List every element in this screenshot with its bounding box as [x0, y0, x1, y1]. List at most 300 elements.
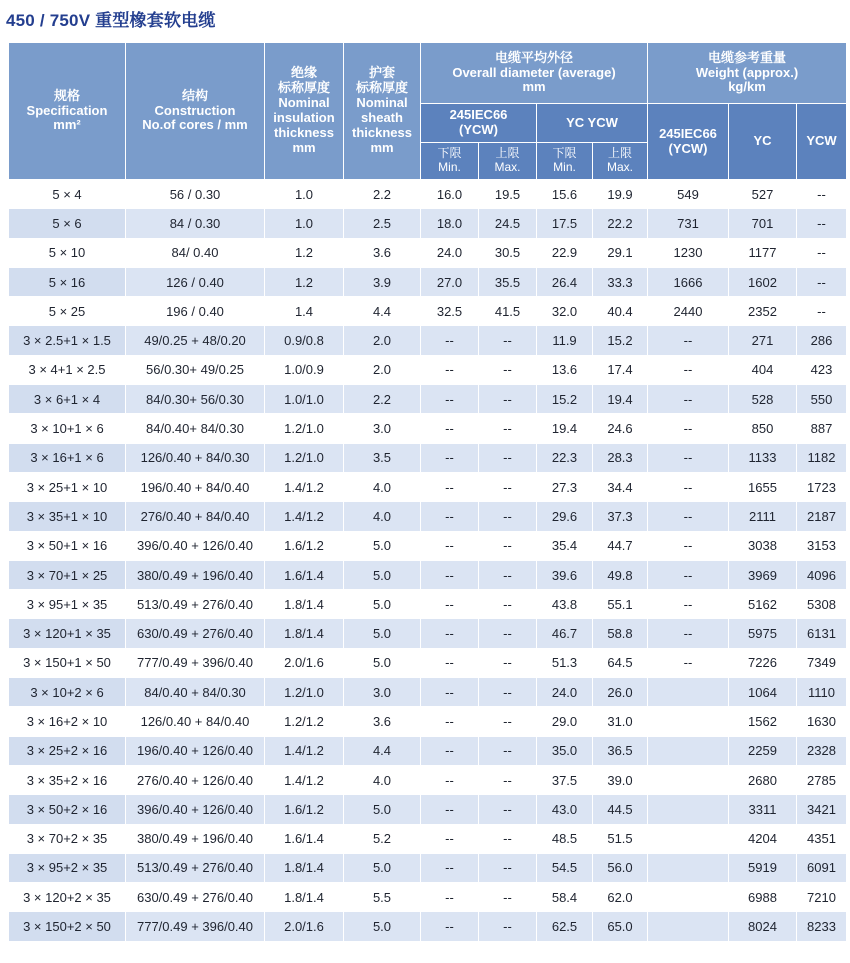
table-row [9, 590, 847, 619]
cell-insulation: 1.0/1.0 [265, 385, 344, 414]
cell-weight-ycw: 1723 [797, 472, 847, 501]
cell-dia-yc-max: 36.5 [593, 736, 648, 765]
cell-dia-yc-max: 19.9 [593, 180, 648, 209]
cell-weight-245: -- [648, 590, 729, 619]
cell-spec: 3 × 35+2 × 16 [9, 765, 126, 794]
cell-construction: 84/0.40 + 84/0.30 [126, 678, 265, 707]
cell-weight-yc: 7226 [729, 648, 797, 677]
cell-dia-yc-max: 26.0 [593, 678, 648, 707]
cell-insulation: 1.2 [265, 238, 344, 267]
cell-dia-yc-max: 37.3 [593, 502, 648, 531]
cell-insulation: 1.4/1.2 [265, 736, 344, 765]
cell-construction: 380/0.49 + 196/0.40 [126, 824, 265, 853]
cell-weight-yc: 528 [729, 385, 797, 414]
cell-dia-yc-max: 44.7 [593, 531, 648, 560]
cell-dia-245-min: -- [421, 385, 479, 414]
cell-dia-245-min: -- [421, 355, 479, 384]
cell-insulation: 0.9/0.8 [265, 326, 344, 355]
cell-dia-245-min: 27.0 [421, 267, 479, 296]
cell-sheath: 3.9 [344, 267, 421, 296]
cell-spec: 3 × 2.5+1 × 1.5 [9, 326, 126, 355]
cell-sheath: 3.5 [344, 443, 421, 472]
header-construction: 结构 Construction No.of cores / mm [126, 43, 265, 180]
cell-dia-245-min: -- [421, 678, 479, 707]
cell-dia-245-min: -- [421, 560, 479, 589]
cell-dia-245-min: -- [421, 590, 479, 619]
cell-construction: 84 / 0.30 [126, 209, 265, 238]
cell-dia-245-max: 30.5 [479, 238, 537, 267]
cell-dia-245-min: 18.0 [421, 209, 479, 238]
cell-dia-yc-max: 34.4 [593, 472, 648, 501]
table-row [9, 267, 847, 296]
cell-construction: 196/0.40 + 126/0.40 [126, 736, 265, 765]
cell-insulation: 1.8/1.4 [265, 853, 344, 882]
cell-weight-yc: 1602 [729, 267, 797, 296]
cell-weight-yc: 271 [729, 326, 797, 355]
cell-weight-yc: 8024 [729, 912, 797, 941]
cell-dia-yc-max: 62.0 [593, 883, 648, 912]
cell-dia-yc-max: 17.4 [593, 355, 648, 384]
cell-dia-yc-min: 29.0 [537, 707, 593, 736]
cell-dia-yc-max: 24.6 [593, 414, 648, 443]
cell-dia-yc-min: 43.8 [537, 590, 593, 619]
table-row [9, 502, 847, 531]
cell-insulation: 1.2 [265, 267, 344, 296]
cell-spec: 3 × 6+1 × 4 [9, 385, 126, 414]
cell-weight-yc: 2352 [729, 297, 797, 326]
cell-construction: 630/0.49 + 276/0.40 [126, 883, 265, 912]
cell-weight-ycw: 3421 [797, 795, 847, 824]
cell-sheath: 2.0 [344, 355, 421, 384]
cell-weight-ycw: -- [797, 297, 847, 326]
cell-insulation: 1.6/1.2 [265, 531, 344, 560]
cell-weight-ycw: 6131 [797, 619, 847, 648]
cell-construction: 56/0.30+ 49/0.25 [126, 355, 265, 384]
cell-construction: 126/0.40 + 84/0.40 [126, 707, 265, 736]
cell-insulation: 1.2/1.0 [265, 678, 344, 707]
cell-sheath: 5.0 [344, 912, 421, 941]
cell-weight-yc: 1562 [729, 707, 797, 736]
cell-dia-yc-max: 65.0 [593, 912, 648, 941]
cell-insulation: 2.0/1.6 [265, 912, 344, 941]
cell-dia-245-max: 24.5 [479, 209, 537, 238]
cell-insulation: 1.0/0.9 [265, 355, 344, 384]
cell-dia-yc-min: 26.4 [537, 267, 593, 296]
cell-sheath: 5.0 [344, 648, 421, 677]
cell-dia-yc-max: 51.5 [593, 824, 648, 853]
cell-dia-yc-min: 32.0 [537, 297, 593, 326]
cell-dia-yc-max: 39.0 [593, 765, 648, 794]
cell-spec: 5 × 4 [9, 180, 126, 209]
cell-dia-245-max: -- [479, 883, 537, 912]
cell-spec: 3 × 4+1 × 2.5 [9, 355, 126, 384]
cell-spec: 3 × 25+1 × 10 [9, 472, 126, 501]
cell-spec: 3 × 16+1 × 6 [9, 443, 126, 472]
table-row [9, 326, 847, 355]
cell-weight-245: 1666 [648, 267, 729, 296]
table-row [9, 765, 847, 794]
cell-weight-yc: 3311 [729, 795, 797, 824]
cell-sheath: 3.0 [344, 414, 421, 443]
cell-dia-yc-min: 22.9 [537, 238, 593, 267]
cell-weight-245: -- [648, 472, 729, 501]
cell-weight-ycw: 2187 [797, 502, 847, 531]
cell-weight-ycw: 286 [797, 326, 847, 355]
cell-dia-yc-min: 27.3 [537, 472, 593, 501]
cell-dia-yc-max: 44.5 [593, 795, 648, 824]
cell-insulation: 1.6/1.4 [265, 824, 344, 853]
cell-dia-245-max: -- [479, 824, 537, 853]
cell-dia-yc-max: 19.4 [593, 385, 648, 414]
cell-weight-245: -- [648, 502, 729, 531]
cell-sheath: 4.0 [344, 502, 421, 531]
cell-insulation: 1.8/1.4 [265, 590, 344, 619]
cell-dia-yc-min: 11.9 [537, 326, 593, 355]
table-row [9, 883, 847, 912]
cell-construction: 49/0.25 + 48/0.20 [126, 326, 265, 355]
table-row [9, 443, 847, 472]
cell-dia-245-max: -- [479, 326, 537, 355]
cell-weight-yc: 1133 [729, 443, 797, 472]
cell-dia-yc-max: 40.4 [593, 297, 648, 326]
table-row [9, 853, 847, 882]
cell-dia-yc-max: 28.3 [593, 443, 648, 472]
header-max: 上限 Max. [593, 143, 648, 180]
cell-construction: 196/0.40 + 84/0.40 [126, 472, 265, 501]
cell-spec: 3 × 25+2 × 16 [9, 736, 126, 765]
cell-dia-245-min: -- [421, 736, 479, 765]
cell-weight-ycw: 5308 [797, 590, 847, 619]
table-row [9, 209, 847, 238]
cell-construction: 630/0.49 + 276/0.40 [126, 619, 265, 648]
cell-sheath: 5.0 [344, 795, 421, 824]
cell-weight-yc: 701 [729, 209, 797, 238]
cell-weight-ycw: 1182 [797, 443, 847, 472]
cell-weight-245: -- [648, 648, 729, 677]
cell-insulation: 2.0/1.6 [265, 648, 344, 677]
cell-dia-245-min: -- [421, 824, 479, 853]
cell-weight-ycw: 4351 [797, 824, 847, 853]
cell-dia-yc-min: 35.4 [537, 531, 593, 560]
cell-construction: 276/0.40 + 126/0.40 [126, 765, 265, 794]
cell-dia-245-max: -- [479, 355, 537, 384]
cell-dia-245-min: -- [421, 648, 479, 677]
cell-spec: 3 × 95+1 × 35 [9, 590, 126, 619]
cell-dia-245-max: -- [479, 912, 537, 941]
cell-sheath: 3.6 [344, 707, 421, 736]
table-row [9, 238, 847, 267]
cell-dia-245-min: 32.5 [421, 297, 479, 326]
table-row [9, 795, 847, 824]
cell-spec: 3 × 150+1 × 50 [9, 648, 126, 677]
table-row [9, 648, 847, 677]
cell-dia-245-max: -- [479, 765, 537, 794]
header-weight-ycw: YCW [797, 104, 847, 180]
table-row [9, 355, 847, 384]
cell-dia-245-max: 41.5 [479, 297, 537, 326]
page-title: 450 / 750V 重型橡套软电缆 [6, 11, 216, 30]
cell-weight-245: 1230 [648, 238, 729, 267]
cell-weight-245 [648, 883, 729, 912]
cell-dia-245-max: -- [479, 678, 537, 707]
cell-spec: 3 × 10+2 × 6 [9, 678, 126, 707]
cell-dia-245-min: -- [421, 883, 479, 912]
cell-dia-yc-max: 33.3 [593, 267, 648, 296]
cell-dia-245-max: -- [479, 385, 537, 414]
cell-weight-yc: 5919 [729, 853, 797, 882]
table-row [9, 619, 847, 648]
cell-spec: 5 × 25 [9, 297, 126, 326]
cell-weight-245: -- [648, 355, 729, 384]
cell-sheath: 3.6 [344, 238, 421, 267]
cell-dia-245-max: -- [479, 795, 537, 824]
cell-dia-yc-max: 15.2 [593, 326, 648, 355]
cell-weight-245 [648, 912, 729, 941]
cell-construction: 276/0.40 + 84/0.40 [126, 502, 265, 531]
cell-weight-245: -- [648, 414, 729, 443]
cell-dia-245-min: -- [421, 619, 479, 648]
header-overall-diameter: 电缆平均外径 Overall diameter (average) mm [421, 43, 648, 104]
cell-weight-245: -- [648, 619, 729, 648]
cell-sheath: 4.0 [344, 472, 421, 501]
cell-dia-yc-max: 64.5 [593, 648, 648, 677]
cell-dia-245-max: 35.5 [479, 267, 537, 296]
cell-dia-yc-max: 22.2 [593, 209, 648, 238]
cell-weight-ycw: 7210 [797, 883, 847, 912]
cell-dia-yc-min: 19.4 [537, 414, 593, 443]
cell-weight-ycw: -- [797, 267, 847, 296]
cell-construction: 513/0.49 + 276/0.40 [126, 590, 265, 619]
cell-weight-yc: 5162 [729, 590, 797, 619]
cell-dia-yc-max: 55.1 [593, 590, 648, 619]
cell-weight-yc: 2111 [729, 502, 797, 531]
cell-construction: 396/0.40 + 126/0.40 [126, 795, 265, 824]
cell-dia-245-max: -- [479, 853, 537, 882]
cell-construction: 126 / 0.40 [126, 267, 265, 296]
cell-weight-yc: 4204 [729, 824, 797, 853]
cell-spec: 3 × 50+2 × 16 [9, 795, 126, 824]
cell-spec: 3 × 70+2 × 35 [9, 824, 126, 853]
cell-construction: 126/0.40 + 84/0.30 [126, 443, 265, 472]
cell-dia-yc-min: 15.6 [537, 180, 593, 209]
cell-insulation: 1.8/1.4 [265, 883, 344, 912]
cell-weight-yc: 527 [729, 180, 797, 209]
header-weight: 电缆参考重量 Weight (approx.) kg/km [648, 43, 847, 104]
cell-dia-245-min: 24.0 [421, 238, 479, 267]
cell-dia-yc-min: 13.6 [537, 355, 593, 384]
cell-sheath: 3.0 [344, 678, 421, 707]
header-specification: 规格 Specification mm² [9, 43, 126, 180]
table-row [9, 297, 847, 326]
table-row [9, 707, 847, 736]
cell-dia-yc-max: 58.8 [593, 619, 648, 648]
cell-insulation: 1.4/1.2 [265, 502, 344, 531]
table-row [9, 736, 847, 765]
cell-sheath: 4.4 [344, 736, 421, 765]
cell-weight-ycw: 4096 [797, 560, 847, 589]
cell-insulation: 1.4/1.2 [265, 472, 344, 501]
cell-dia-245-min: -- [421, 765, 479, 794]
cell-weight-ycw: 8233 [797, 912, 847, 941]
cell-dia-245-min: -- [421, 326, 479, 355]
cell-dia-yc-min: 17.5 [537, 209, 593, 238]
cell-dia-245-min: -- [421, 853, 479, 882]
cell-weight-ycw: 1110 [797, 678, 847, 707]
cell-dia-245-min: -- [421, 531, 479, 560]
cell-construction: 777/0.49 + 396/0.40 [126, 912, 265, 941]
table-row [9, 180, 847, 209]
cell-sheath: 2.5 [344, 209, 421, 238]
cell-insulation: 1.0 [265, 180, 344, 209]
cell-dia-245-max: -- [479, 707, 537, 736]
cell-spec: 5 × 6 [9, 209, 126, 238]
cell-weight-245: -- [648, 326, 729, 355]
cell-weight-245 [648, 678, 729, 707]
table-row [9, 560, 847, 589]
cell-spec: 5 × 16 [9, 267, 126, 296]
cell-spec: 3 × 10+1 × 6 [9, 414, 126, 443]
table-row [9, 678, 847, 707]
cell-weight-ycw: 550 [797, 385, 847, 414]
cell-insulation: 1.6/1.2 [265, 795, 344, 824]
cell-dia-245-max: -- [479, 414, 537, 443]
cell-construction: 777/0.49 + 396/0.40 [126, 648, 265, 677]
cell-weight-yc: 1064 [729, 678, 797, 707]
cell-dia-yc-max: 29.1 [593, 238, 648, 267]
cell-dia-yc-min: 24.0 [537, 678, 593, 707]
cell-weight-245: -- [648, 560, 729, 589]
cell-dia-yc-min: 35.0 [537, 736, 593, 765]
header-max: 上限 Max. [479, 143, 537, 180]
cell-sheath: 5.0 [344, 619, 421, 648]
cell-weight-ycw: -- [797, 180, 847, 209]
cell-spec: 3 × 120+1 × 35 [9, 619, 126, 648]
cell-dia-yc-min: 54.5 [537, 853, 593, 882]
cell-dia-245-max: -- [479, 531, 537, 560]
cell-dia-245-max: -- [479, 648, 537, 677]
cell-weight-245: -- [648, 531, 729, 560]
cell-insulation: 1.0 [265, 209, 344, 238]
cell-dia-245-min: -- [421, 795, 479, 824]
cell-construction: 196 / 0.40 [126, 297, 265, 326]
cell-dia-245-min: -- [421, 502, 479, 531]
header-sheath-thickness: 护套 标称厚度 Nominal sheath thickness mm [344, 43, 421, 180]
cell-weight-245 [648, 736, 729, 765]
header-diameter-yc-ycw: YC YCW [537, 104, 648, 143]
cell-dia-yc-min: 58.4 [537, 883, 593, 912]
cell-weight-ycw: -- [797, 238, 847, 267]
cell-weight-yc: 2680 [729, 765, 797, 794]
cell-weight-245: 2440 [648, 297, 729, 326]
cell-construction: 396/0.40 + 126/0.40 [126, 531, 265, 560]
cell-weight-yc: 404 [729, 355, 797, 384]
table-body [9, 180, 847, 942]
cell-insulation: 1.6/1.4 [265, 560, 344, 589]
table-row [9, 531, 847, 560]
cell-weight-245: -- [648, 385, 729, 414]
cell-weight-ycw: 2785 [797, 765, 847, 794]
cell-weight-ycw: -- [797, 209, 847, 238]
cell-sheath: 2.0 [344, 326, 421, 355]
table-row [9, 385, 847, 414]
header-min: 下限 Min. [537, 143, 593, 180]
cell-dia-245-max: -- [479, 560, 537, 589]
cell-sheath: 5.0 [344, 560, 421, 589]
cell-weight-ycw: 1630 [797, 707, 847, 736]
cell-weight-ycw: 887 [797, 414, 847, 443]
cell-weight-yc: 1655 [729, 472, 797, 501]
header-diameter-245iec66: 245IEC66 (YCW) [421, 104, 537, 143]
header-insulation-thickness: 绝缘 标称厚度 Nominal insulation thickness mm [265, 43, 344, 180]
cell-insulation: 1.2/1.2 [265, 707, 344, 736]
cell-weight-245 [648, 765, 729, 794]
cell-weight-ycw: 2328 [797, 736, 847, 765]
cell-insulation: 1.8/1.4 [265, 619, 344, 648]
table-row [9, 472, 847, 501]
cell-dia-yc-min: 22.3 [537, 443, 593, 472]
cell-weight-245 [648, 707, 729, 736]
cell-dia-yc-min: 48.5 [537, 824, 593, 853]
cell-construction: 56 / 0.30 [126, 180, 265, 209]
cell-dia-245-max: -- [479, 502, 537, 531]
cell-dia-yc-min: 37.5 [537, 765, 593, 794]
cell-dia-245-min: -- [421, 912, 479, 941]
header-weight-yc: YC [729, 104, 797, 180]
cell-sheath: 4.0 [344, 765, 421, 794]
cell-spec: 3 × 16+2 × 10 [9, 707, 126, 736]
cell-weight-ycw: 3153 [797, 531, 847, 560]
cell-dia-yc-min: 15.2 [537, 385, 593, 414]
cell-dia-yc-min: 51.3 [537, 648, 593, 677]
cell-construction: 513/0.49 + 276/0.40 [126, 853, 265, 882]
cell-sheath: 5.0 [344, 590, 421, 619]
cell-dia-245-max: -- [479, 443, 537, 472]
cell-spec: 3 × 35+1 × 10 [9, 502, 126, 531]
header-min: 下限 Min. [421, 143, 479, 180]
cell-dia-yc-max: 56.0 [593, 853, 648, 882]
cell-weight-ycw: 6091 [797, 853, 847, 882]
cell-weight-yc: 3038 [729, 531, 797, 560]
cell-weight-yc: 2259 [729, 736, 797, 765]
cell-dia-245-min: -- [421, 443, 479, 472]
cell-dia-yc-min: 62.5 [537, 912, 593, 941]
cell-weight-245 [648, 795, 729, 824]
cell-weight-yc: 1177 [729, 238, 797, 267]
cell-dia-245-min: -- [421, 414, 479, 443]
cell-spec: 3 × 50+1 × 16 [9, 531, 126, 560]
cell-spec: 5 × 10 [9, 238, 126, 267]
cell-dia-yc-min: 29.6 [537, 502, 593, 531]
cell-weight-yc: 6988 [729, 883, 797, 912]
cell-weight-yc: 850 [729, 414, 797, 443]
cell-dia-245-max: -- [479, 590, 537, 619]
header-weight-245iec66: 245IEC66 (YCW) [648, 104, 729, 180]
cell-spec: 3 × 150+2 × 50 [9, 912, 126, 941]
cell-weight-ycw: 7349 [797, 648, 847, 677]
cell-insulation: 1.4/1.2 [265, 765, 344, 794]
cell-spec: 3 × 95+2 × 35 [9, 853, 126, 882]
cell-construction: 84/ 0.40 [126, 238, 265, 267]
cell-dia-yc-min: 46.7 [537, 619, 593, 648]
cell-weight-245: 549 [648, 180, 729, 209]
cell-weight-245: 731 [648, 209, 729, 238]
cell-sheath: 2.2 [344, 180, 421, 209]
cell-insulation: 1.4 [265, 297, 344, 326]
cell-sheath: 5.2 [344, 824, 421, 853]
cell-dia-yc-min: 39.6 [537, 560, 593, 589]
cell-dia-245-max: 19.5 [479, 180, 537, 209]
cell-insulation: 1.2/1.0 [265, 443, 344, 472]
